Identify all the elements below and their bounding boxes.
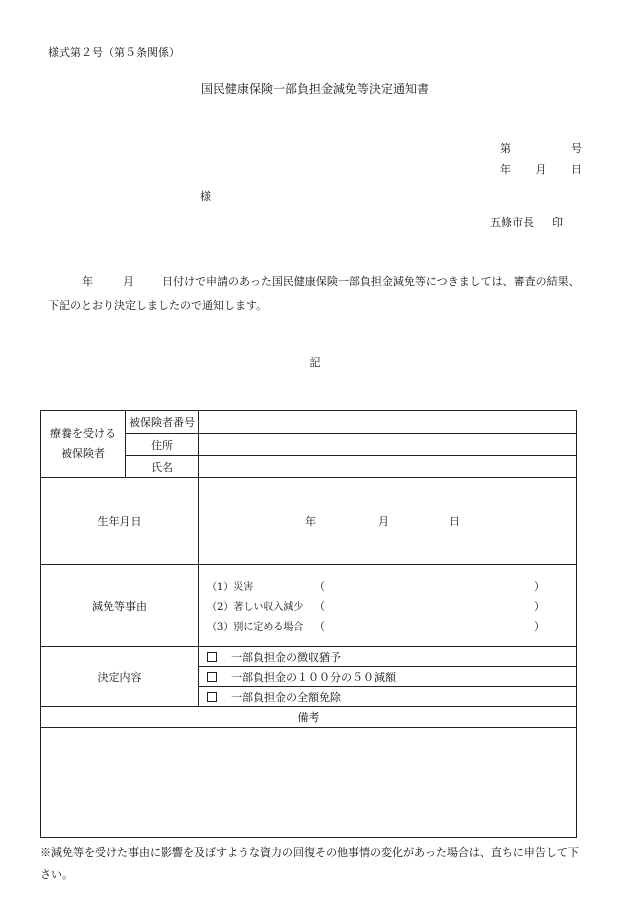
decision-option-text: 一部負担金の１００分の５０減額 <box>231 670 396 684</box>
remarks-field <box>41 728 577 838</box>
name-field <box>199 456 577 478</box>
seal-mark: 印 <box>552 216 563 229</box>
birth-day-unit: 日 <box>449 515 460 528</box>
name-label: 氏名 <box>126 456 199 478</box>
issue-month: 月 <box>535 163 547 176</box>
decision-option-text: 一部負担金の全額免除 <box>231 690 341 704</box>
decision-option-text: 一部負担金の徴収猶予 <box>231 650 341 664</box>
issuer <box>490 214 563 230</box>
decision-option-2[interactable] <box>199 667 577 687</box>
birth-year-unit: 年 <box>305 515 316 528</box>
form-table <box>40 410 577 838</box>
body-text: 日付けで申請のあった国民健康保険一部負担金減免等につきましては、審査の結果、下記のとおり決定しましたので通知します。 <box>48 275 580 312</box>
ki-heading: 記 <box>309 356 321 369</box>
insured-group-label <box>41 411 126 478</box>
form-number: 様式第２号（第５条関係） <box>48 46 180 59</box>
issue-year: 年 <box>500 163 511 176</box>
birth-date-field <box>199 478 577 565</box>
checkbox[interactable] <box>207 692 217 702</box>
reason-item-3: （3）別に定める場合 （ ） <box>207 619 545 633</box>
footer-notice: ※減免等を受けた事由に影響を及ぼすような資力の回復その他事情の変化があった場合は、直ちに申告して下さい。 <box>40 846 579 881</box>
reason-item-1: （1）災害 （ ） <box>207 579 545 593</box>
address-field <box>199 434 577 456</box>
body-paragraph <box>48 270 588 318</box>
issue-date-line <box>500 161 582 177</box>
document-number-line <box>500 140 582 156</box>
number-prefix: 第 <box>500 142 511 155</box>
checkbox[interactable] <box>207 672 217 682</box>
decision-option-3[interactable] <box>199 687 577 707</box>
birth-month-unit: 月 <box>378 515 389 528</box>
address-label: 住所 <box>126 434 199 456</box>
reason-label: 減免等事由 <box>41 565 199 647</box>
issue-day: 日 <box>571 163 582 176</box>
reason-list <box>199 565 577 647</box>
number-suffix: 号 <box>571 142 582 155</box>
reason-item-2: （2）著しい収入減少 （ ） <box>207 599 545 613</box>
remarks-label: 備考 <box>41 707 577 728</box>
decision-label: 決定内容 <box>41 647 199 707</box>
document-title: 国民健康保険一部負担金減免等決定通知書 <box>200 82 429 96</box>
body-year: 年 <box>82 275 93 288</box>
insured-number-field <box>199 411 577 434</box>
body-month: 月 <box>123 275 134 288</box>
checkbox[interactable] <box>207 652 217 662</box>
insured-number-label: 被保険者番号 <box>126 411 199 434</box>
decision-option-1[interactable] <box>199 647 577 667</box>
insured-group-text: 療養を受ける被保険者 <box>50 427 116 460</box>
birth-date-label: 生年月日 <box>41 478 199 565</box>
issuer-name: 五條市長 <box>490 216 534 229</box>
recipient-suffix: 様 <box>200 190 211 203</box>
